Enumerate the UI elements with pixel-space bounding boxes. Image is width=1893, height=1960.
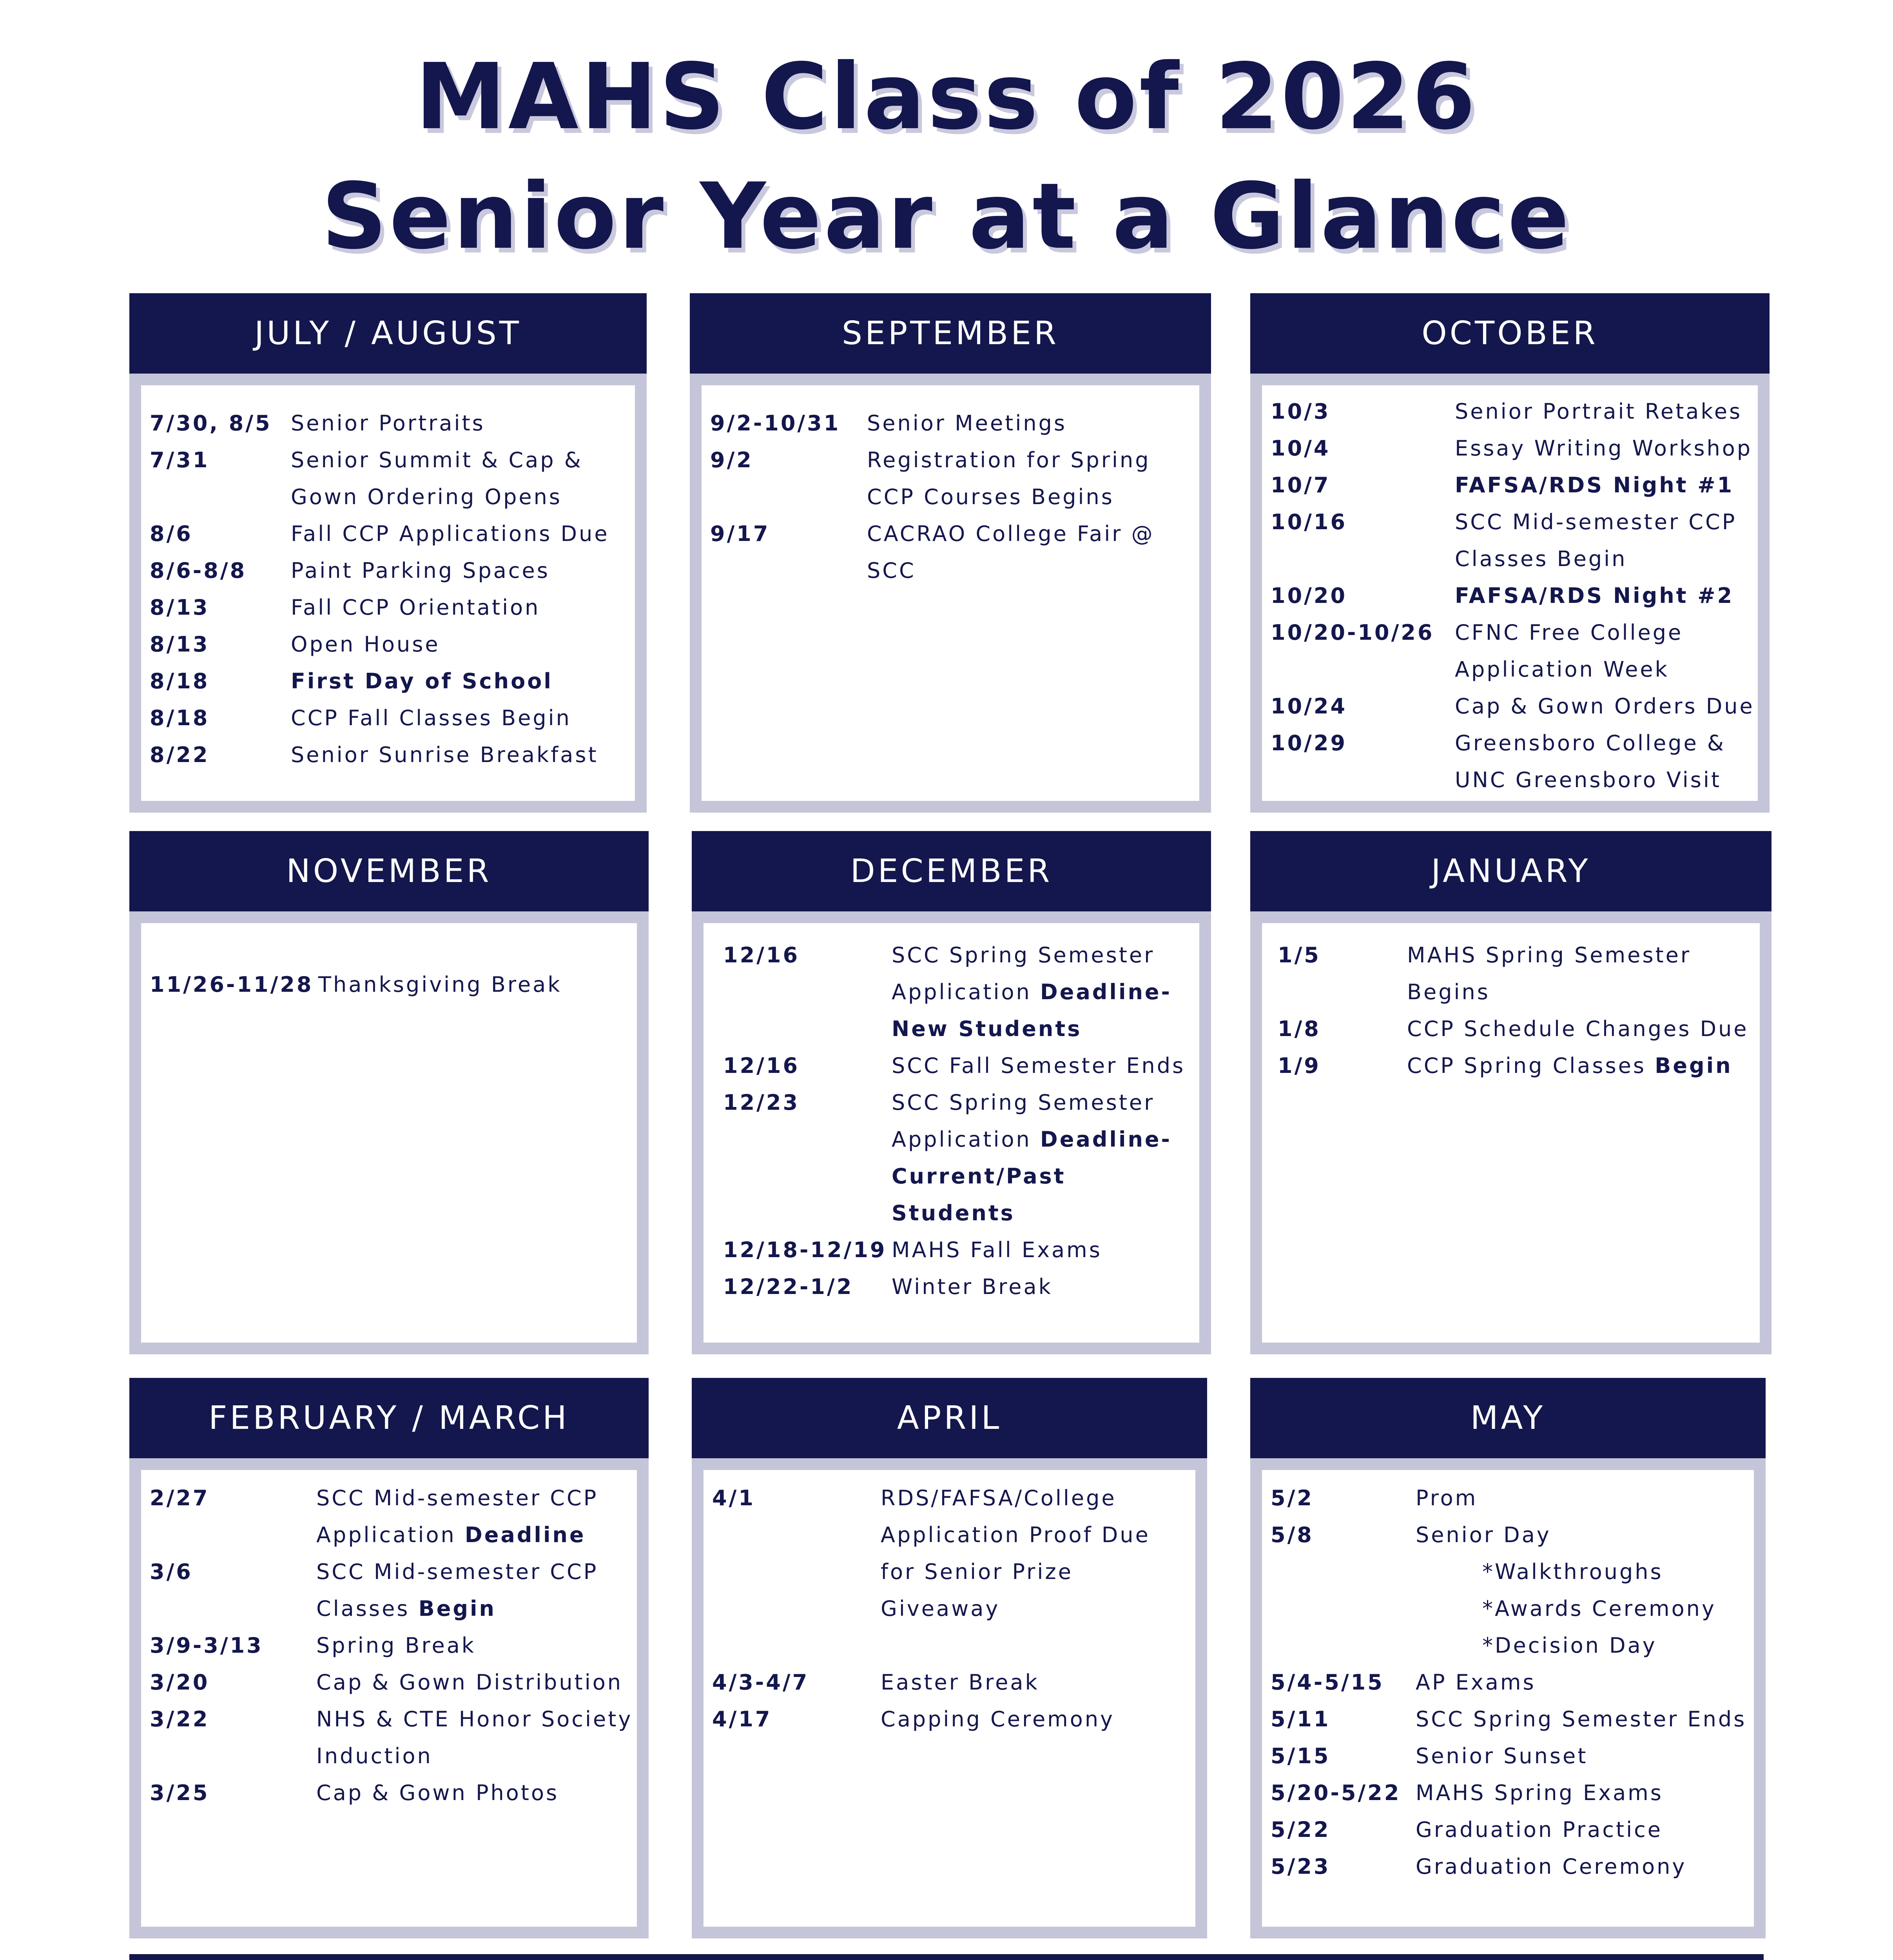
event-row [1271, 430, 1755, 467]
event-date: 10/4 [1271, 436, 1331, 461]
page-title [0, 37, 1893, 276]
event-date: 1/8 [1278, 1016, 1321, 1041]
event-date: 8/18 [150, 669, 210, 693]
stay-connected-section [129, 1954, 1764, 1960]
event-label: Fall CCP Applications Due [291, 521, 609, 546]
event-label: CACRAO College Fair @ SCC [867, 521, 1155, 583]
event-date: 12/22-1/2 [723, 1274, 854, 1299]
event-label: Senior Sunrise Breakfast [291, 742, 598, 767]
event-label: Spring Break [316, 1633, 476, 1658]
event-row [150, 1553, 634, 1627]
event-text [1455, 725, 1755, 799]
event-label-bold: Begin [418, 1596, 496, 1621]
event-date: 7/31 [150, 448, 210, 472]
event-label: SCC Mid-semester CCP Classes Begin [1455, 510, 1737, 571]
event-label-bold: Deadline [464, 1523, 586, 1547]
title-line-1: MAHS Class of 2026 [415, 44, 1478, 150]
event-label: Thanksgiving Break [318, 972, 562, 997]
month-header: JULY / AUGUST [129, 293, 647, 374]
event-label: AP Exams [1416, 1670, 1536, 1695]
event-date: 5/2 [1271, 1486, 1314, 1510]
event-text [892, 1047, 1196, 1084]
event-row [1271, 725, 1755, 799]
month-header: MAY [1250, 1378, 1766, 1458]
event-row [150, 1775, 634, 1811]
event-row [1271, 467, 1755, 504]
event-label: SCC Fall Semester Ends [892, 1053, 1186, 1078]
month-body [692, 1458, 1207, 1938]
event-list [1278, 937, 1757, 1084]
event-row [150, 737, 632, 773]
event-date: 4/17 [712, 1707, 772, 1731]
event-date: 11/26-11/28 [150, 972, 314, 997]
event-text [1455, 577, 1755, 614]
event-row [712, 1664, 1192, 1701]
event-text [881, 1480, 1192, 1627]
event-text [318, 966, 634, 1003]
event-text [316, 1701, 634, 1775]
event-date: 9/2-10/31 [710, 411, 841, 436]
event-label: Graduation Practice [1416, 1817, 1663, 1842]
event-label: CCP Spring Classes [1407, 1053, 1655, 1078]
event-label-bold: Deadline- Current/Past Students [892, 1127, 1172, 1225]
event-date: 10/29 [1271, 731, 1347, 755]
event-text [1455, 393, 1755, 430]
event-text [291, 589, 632, 626]
event-date: 5/23 [1271, 1854, 1331, 1879]
event-row [710, 515, 1196, 589]
event-row [150, 552, 632, 589]
event-row [712, 1480, 1192, 1627]
event-date: 8/18 [150, 706, 210, 730]
month-card-january [1250, 831, 1772, 1354]
event-row [1271, 504, 1755, 577]
event-label: Senior Sunset [1416, 1744, 1588, 1768]
event-row [1271, 393, 1755, 430]
event-date: 3/20 [150, 1670, 210, 1695]
event-date: 3/22 [150, 1707, 210, 1731]
event-row [1271, 688, 1755, 725]
month-header: JANUARY [1250, 831, 1772, 911]
event-list [1271, 1480, 1751, 1885]
event-label: Fall CCP Orientation [291, 595, 540, 620]
event-sub-item: *Awards Ceremony [1482, 1596, 1716, 1621]
event-date: 5/4-5/15 [1271, 1670, 1384, 1695]
title-line-2: Senior Year at a Glance [321, 163, 1572, 269]
event-label-bold: Deadline- New Students [892, 980, 1172, 1041]
month-body [1250, 911, 1772, 1354]
event-row [723, 1232, 1196, 1269]
spacer [712, 1627, 1192, 1664]
month-card-may [1250, 1378, 1766, 1938]
event-row [723, 1084, 1196, 1232]
event-sub-item: *Walkthroughs [1482, 1559, 1663, 1584]
event-date: 1/5 [1278, 943, 1321, 967]
event-row [1271, 1517, 1751, 1664]
event-label-bold: Begin [1655, 1053, 1733, 1078]
month-card-december [692, 831, 1211, 1354]
event-row [723, 1269, 1196, 1305]
event-date: 10/7 [1271, 473, 1331, 497]
event-row [150, 515, 632, 552]
event-label: NHS & CTE Honor Society Induction [316, 1707, 633, 1768]
event-label: Prom [1416, 1486, 1478, 1510]
event-text [881, 1664, 1192, 1701]
event-label: Graduation Ceremony [1416, 1854, 1687, 1879]
event-row [150, 626, 632, 663]
event-label: CCP Fall Classes Begin [291, 706, 571, 730]
event-text [1455, 467, 1755, 504]
month-header: NOVEMBER [129, 831, 649, 911]
event-row [150, 1627, 634, 1664]
event-label: Cap & Gown Photos [316, 1780, 559, 1805]
event-label: Paint Parking Spaces [291, 558, 550, 583]
event-label: MAHS Spring Exams [1416, 1780, 1663, 1805]
event-text [316, 1627, 634, 1664]
event-label: Greensboro College & UNC Greensboro Visit [1455, 731, 1726, 792]
event-date: 5/20-5/22 [1271, 1780, 1401, 1805]
event-list [710, 405, 1196, 589]
event-label: SCC Mid-semester CCP Application [316, 1486, 598, 1547]
stay-connected-header [129, 1954, 1764, 1960]
event-row [150, 663, 632, 700]
event-date: 7/30, 8/5 [150, 411, 272, 436]
event-text [867, 442, 1196, 515]
event-text [1416, 1664, 1751, 1701]
event-text [1407, 1011, 1757, 1047]
event-date: 10/3 [1271, 399, 1331, 424]
event-label: Registration for Spring CCP Courses Begins [867, 448, 1151, 509]
event-label: MAHS Fall Exams [892, 1238, 1102, 1262]
event-text [892, 1232, 1196, 1269]
event-text [291, 663, 632, 700]
event-label: Senior Meetings [867, 411, 1067, 436]
event-text [867, 515, 1196, 589]
event-row [150, 1480, 634, 1553]
month-body [129, 374, 647, 813]
event-label: SCC Spring Semester Application [892, 1090, 1155, 1152]
event-text [316, 1553, 634, 1627]
event-label: CFNC Free College Application Week [1455, 620, 1683, 682]
event-row [150, 589, 632, 626]
event-text [892, 937, 1196, 1047]
event-label-bold: FAFSA/RDS Night #2 [1455, 583, 1734, 608]
event-label: SCC Spring Semester Ends [1416, 1707, 1747, 1731]
month-card-november [129, 831, 649, 1354]
event-date: 4/3-4/7 [712, 1670, 809, 1695]
event-date: 8/6-8/8 [150, 558, 247, 583]
month-body [690, 374, 1211, 813]
event-label: Open House [291, 632, 440, 657]
event-text [1416, 1811, 1751, 1848]
month-body [692, 911, 1211, 1354]
event-text [291, 552, 632, 589]
event-text [1455, 688, 1755, 725]
event-date: 12/16 [723, 943, 800, 967]
event-text [291, 737, 632, 773]
event-text [1416, 1480, 1751, 1517]
event-text [316, 1664, 634, 1701]
event-date: 3/6 [150, 1559, 193, 1584]
event-list [150, 1480, 634, 1811]
month-body [1250, 1458, 1766, 1938]
event-list [150, 966, 634, 1003]
month-card-april [692, 1378, 1207, 1938]
event-date: 9/17 [710, 521, 770, 546]
event-date: 8/6 [150, 521, 193, 546]
event-row [150, 700, 632, 737]
month-body [129, 911, 649, 1354]
event-label: Senior Day [1416, 1523, 1551, 1547]
event-list [150, 405, 632, 773]
event-date: 5/15 [1271, 1744, 1331, 1768]
event-text [1416, 1701, 1751, 1738]
event-label: CCP Schedule Changes Due [1407, 1016, 1749, 1041]
event-date: 12/18-12/19 [723, 1238, 887, 1262]
event-row [723, 1047, 1196, 1084]
event-text [1416, 1517, 1751, 1664]
event-label: Essay Writing Workshop [1455, 436, 1753, 461]
event-row [1271, 1480, 1751, 1517]
event-date: 3/9-3/13 [150, 1633, 263, 1658]
event-date: 10/20 [1271, 583, 1347, 608]
event-row [1271, 1738, 1751, 1775]
event-text [1416, 1775, 1751, 1811]
event-date: 8/22 [150, 742, 210, 767]
event-row [723, 937, 1196, 1047]
event-date: 8/13 [150, 632, 210, 657]
event-date: 10/16 [1271, 510, 1347, 534]
event-label-bold: First Day of School [291, 669, 553, 693]
event-row [1278, 1011, 1757, 1047]
event-row [1271, 1848, 1751, 1885]
event-date: 12/23 [723, 1090, 800, 1115]
event-date: 1/9 [1278, 1053, 1321, 1078]
event-date: 10/24 [1271, 694, 1347, 719]
event-text [291, 515, 632, 552]
month-header: FEBRUARY / MARCH [129, 1378, 649, 1458]
month-body [1250, 374, 1770, 813]
event-row [1271, 1701, 1751, 1738]
event-list [1271, 393, 1755, 799]
event-date: 2/27 [150, 1486, 210, 1510]
event-label: Senior Portraits [291, 411, 485, 436]
event-text [1416, 1848, 1751, 1885]
event-date: 12/16 [723, 1053, 800, 1078]
event-date: 5/22 [1271, 1817, 1331, 1842]
event-text [291, 405, 632, 442]
event-label: MAHS Spring Semester Begins [1407, 943, 1692, 1004]
event-text [1455, 504, 1755, 577]
event-label: Cap & Gown Distribution [316, 1670, 623, 1695]
event-date: 3/25 [150, 1780, 210, 1805]
event-row [1271, 1811, 1751, 1848]
event-text [1407, 1047, 1757, 1084]
event-date: 5/8 [1271, 1523, 1314, 1547]
month-body [129, 1458, 649, 1938]
event-label: Cap & Gown Orders Due [1455, 694, 1755, 719]
event-text [892, 1084, 1196, 1232]
event-row [1271, 1775, 1751, 1811]
month-header: OCTOBER [1250, 293, 1770, 374]
month-header: APRIL [692, 1378, 1207, 1458]
event-text [291, 626, 632, 663]
event-text [892, 1269, 1196, 1305]
event-row [1271, 1664, 1751, 1701]
event-text [291, 442, 632, 515]
event-date: 10/20-10/26 [1271, 620, 1434, 645]
event-date: 8/13 [150, 595, 210, 620]
event-text [1416, 1738, 1751, 1775]
event-date: 5/11 [1271, 1707, 1331, 1731]
month-card-october [1250, 293, 1770, 813]
event-text [1455, 614, 1755, 688]
event-label: Senior Portrait Retakes [1455, 399, 1743, 424]
event-label: SCC Spring Semester Application [892, 943, 1155, 1004]
event-row [1278, 1047, 1757, 1084]
month-card-february-march [129, 1378, 649, 1938]
event-date: 4/1 [712, 1486, 755, 1510]
event-list [712, 1480, 1192, 1738]
event-label: Senior Summit & Cap & Gown Ordering Opens [291, 448, 583, 509]
event-row [150, 1701, 634, 1775]
event-text [1455, 430, 1755, 467]
event-date: 9/2 [710, 448, 753, 472]
event-row [1278, 937, 1757, 1011]
event-label: Easter Break [881, 1670, 1039, 1695]
month-header: SEPTEMBER [690, 293, 1211, 374]
event-row [710, 442, 1196, 515]
event-row [710, 405, 1196, 442]
event-label-bold: FAFSA/RDS Night #1 [1455, 473, 1734, 497]
event-row [150, 405, 632, 442]
event-label: SCC Mid-semester CCP Classes [316, 1559, 598, 1621]
event-row [150, 1664, 634, 1701]
event-text [291, 700, 632, 737]
event-text [881, 1701, 1192, 1738]
event-row [150, 442, 632, 515]
event-text [316, 1775, 634, 1811]
event-row [1271, 577, 1755, 614]
month-card-september [690, 293, 1211, 813]
event-row [150, 966, 634, 1003]
event-label: Winter Break [892, 1274, 1053, 1299]
event-row [1271, 614, 1755, 688]
event-list [723, 937, 1196, 1305]
month-header: DECEMBER [692, 831, 1211, 911]
event-text [316, 1480, 634, 1553]
event-sub-item: *Decision Day [1482, 1633, 1657, 1658]
event-label: Capping Ceremony [881, 1707, 1115, 1731]
event-text [867, 405, 1196, 442]
event-row [712, 1701, 1192, 1738]
event-label: RDS/FAFSA/College Application Proof Due for Senior Prize Giveaway [881, 1486, 1150, 1621]
event-text [1407, 937, 1757, 1011]
month-card-july-august [129, 293, 647, 813]
